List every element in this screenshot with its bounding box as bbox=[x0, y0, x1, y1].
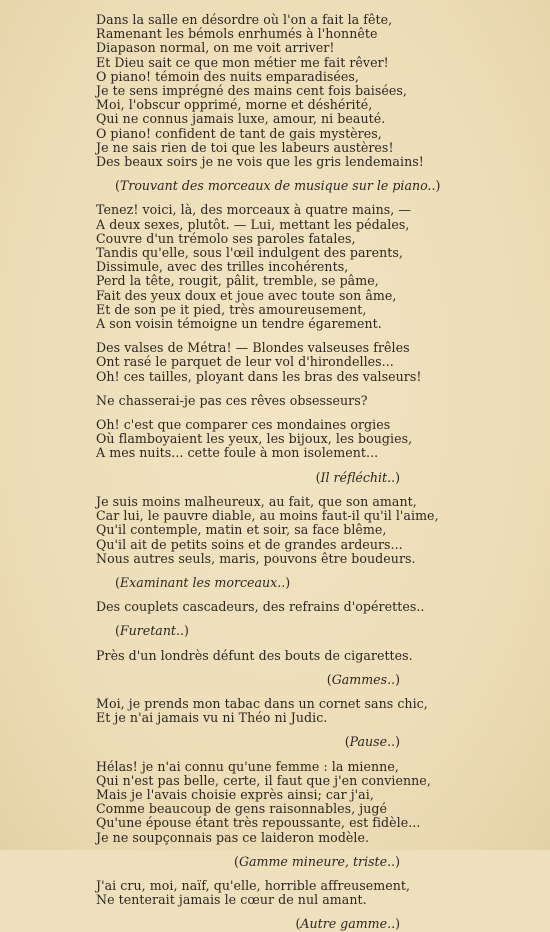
stage-direction: (Gammes..) bbox=[326, 671, 400, 687]
verse-line: Des beaux soirs je ne vois que les gris lendemains! bbox=[96, 154, 424, 170]
stage-direction: (Gamme mineure, triste..) bbox=[234, 853, 400, 869]
verse-line: Dans la salle en désordre où l'on a fait la fête, bbox=[96, 12, 393, 27]
verse-line: Ont rasé le parquet de leur vol d'hirondelles... bbox=[96, 354, 394, 370]
stage-direction: (Trouvant des morceaux de musique sur le piano..) bbox=[115, 178, 441, 194]
verse-line: A mes nuits... cette foule à mon isolement... bbox=[96, 445, 379, 461]
verse-stanza bbox=[0, 13, 550, 169]
verse-line: Moi, l'obscur opprimé, morne et déshérité, bbox=[96, 97, 373, 113]
stage-direction: (Furetant..) bbox=[115, 623, 189, 639]
stage-direction-text: Gammes. bbox=[331, 671, 392, 687]
stage-direction: (Il réfléchit..) bbox=[315, 469, 400, 485]
verse-line: Où flamboyaient les yeux, les bijoux, les bougies, bbox=[96, 431, 413, 447]
verse-stanza bbox=[0, 341, 550, 384]
verse-line: Perd la tête, rougit, pâlit, tremble, se pâme, bbox=[96, 273, 379, 289]
verse-line: Je te sens imprégné des mains cent fois baisées, bbox=[96, 83, 407, 99]
verse-line: Oh! c'est que comparer ces mondaines orgies bbox=[96, 417, 391, 433]
verse-line: Je ne sais rien de toi que les labeurs austères! bbox=[96, 139, 394, 155]
verse-stanza bbox=[0, 394, 550, 408]
verse-line: O piano! confident de tant de gais mystères, bbox=[96, 125, 382, 141]
verse-line: Moi, je prends mon tabac dans un cornet sans chic, bbox=[96, 695, 428, 711]
verse-line: Qui n'est pas belle, certe, il faut que j'en convienne, bbox=[96, 772, 431, 788]
verse-line: O piano! témoin des nuits emparadisées, bbox=[96, 68, 359, 84]
verse-stanza bbox=[0, 760, 550, 845]
poem-text bbox=[0, 13, 550, 932]
stage-direction-text: Gamme mineure, triste. bbox=[238, 853, 392, 869]
verse-line: Et je n'ai jamais vu ni Théo ni Judic. bbox=[96, 710, 328, 726]
verse-line: Qu'une épouse étant très repoussante, est fidèle... bbox=[96, 815, 421, 831]
verse-line: Je ne soupçonnais pas ce laideron modèle. bbox=[96, 829, 370, 845]
verse-line: Comme beaucoup de gens raisonnables, jugé bbox=[96, 801, 388, 817]
stage-direction-text: Autre gamme. bbox=[300, 916, 392, 932]
stage-direction: (Autre gamme..) bbox=[295, 916, 400, 932]
verse-stanza bbox=[0, 697, 550, 725]
verse-line: Couvre d'un trémolo ses paroles fatales, bbox=[96, 230, 356, 246]
verse-line: A son voisin témoigne un tendre égarement. bbox=[96, 316, 382, 332]
verse-line: Des couplets cascadeurs, des refrains d'opérettes.. bbox=[96, 599, 425, 615]
stage-direction-text: Trouvant des morceaux de musique sur le piano. bbox=[119, 178, 432, 194]
verse-line: Des valses de Métra! — Blondes valseuses frêles bbox=[96, 340, 410, 356]
stage-direction-text: Furetant. bbox=[119, 623, 180, 639]
verse-stanza bbox=[0, 203, 550, 331]
verse-line: Qu'il ait de petits soins et de grandes ardeurs... bbox=[96, 536, 403, 552]
stage-direction-text: Pause. bbox=[349, 734, 392, 750]
verse-stanza bbox=[0, 600, 550, 614]
verse-line: Hélas! je n'ai connu qu'une femme : la mienne, bbox=[96, 758, 399, 774]
verse-stanza bbox=[0, 495, 550, 566]
verse-stanza bbox=[0, 418, 550, 461]
verse-line: Nous autres seuls, maris, pouvons être boudeurs. bbox=[96, 550, 416, 566]
verse-line: Près d'un londrès défunt des bouts de cigarettes. bbox=[96, 647, 413, 663]
verse-line: J'ai cru, moi, naïf, qu'elle, horrible affreusement, bbox=[96, 877, 411, 893]
verse-line: Ne chasserai-je pas ces rêves obsesseurs? bbox=[96, 392, 368, 408]
verse-line: Ramenant les bémols enrhumés à l'honnête bbox=[96, 26, 378, 42]
verse-line: Tandis qu'elle, sous l'œil indulgent des parents, bbox=[96, 245, 403, 261]
verse-line: Ne tenterait jamais le cœur de nul amant. bbox=[96, 892, 367, 908]
stage-direction-text: Il réfléchit. bbox=[320, 469, 392, 485]
verse-line: Qui ne connus jamais luxe, amour, ni beauté. bbox=[96, 111, 386, 127]
verse-line: Qu'il contemple, matin et soir, sa face blême, bbox=[96, 522, 387, 538]
verse-line: Je suis moins malheureux, au fait, que son amant, bbox=[96, 493, 417, 509]
stage-direction-text: Examinant les morceaux. bbox=[119, 574, 282, 590]
stage-direction: (Examinant les morceaux..) bbox=[115, 574, 291, 590]
verse-line: Diapason normal, on me voit arriver! bbox=[96, 40, 335, 56]
verse-line: Tenez! voici, là, des morceaux à quatre mains, — bbox=[96, 202, 412, 218]
verse-line: Et Dieu sait ce que mon métier me fait rêver! bbox=[96, 54, 389, 70]
verse-line: Et de son pe it pied, très amoureusement, bbox=[96, 301, 367, 317]
verse-line: Mais je l'avais choisie exprès ainsi; car j'ai, bbox=[96, 786, 374, 802]
verse-line: Car lui, le pauvre diable, au moins faut-il qu'il l'aime, bbox=[96, 508, 439, 524]
verse-line: Dissimule, avec des trilles incohérents, bbox=[96, 259, 349, 275]
verse-stanza bbox=[0, 879, 550, 907]
verse-line: Fait des yeux doux et joue avec toute son âme, bbox=[96, 287, 397, 303]
verse-line: Oh! ces tailles, ployant dans les bras des valseurs! bbox=[96, 368, 422, 384]
verse-stanza bbox=[0, 649, 550, 663]
stage-direction: (Pause..) bbox=[344, 734, 400, 750]
verse-line: A deux sexes, plutôt. — Lui, mettant les pédales, bbox=[96, 216, 410, 232]
